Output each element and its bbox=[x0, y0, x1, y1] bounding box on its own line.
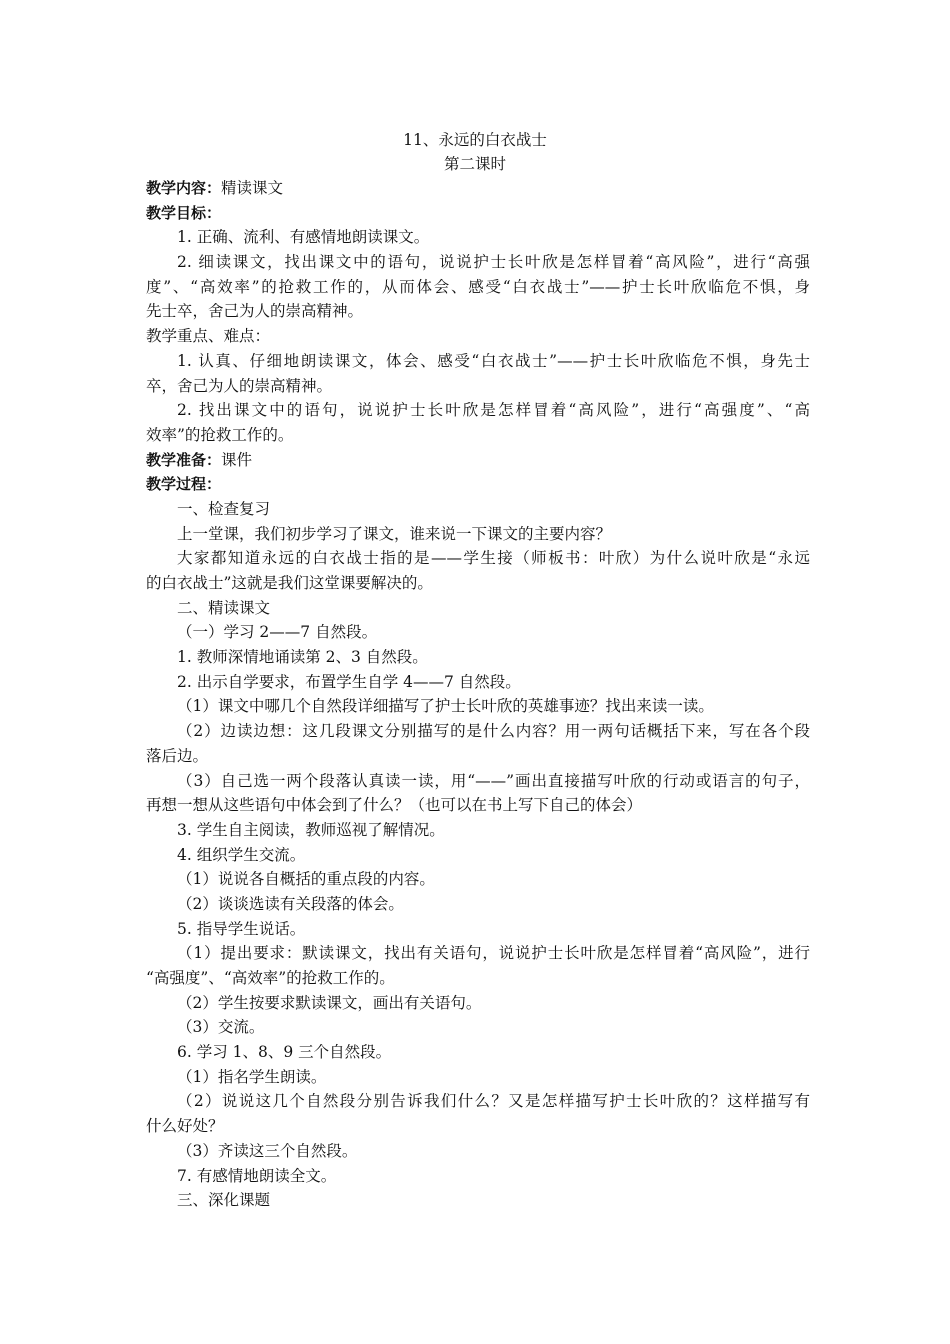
process-line: 7. 有感情地朗读全文。 bbox=[177, 1166, 337, 1185]
process-line: （1）指名学生朗读。 bbox=[177, 1067, 327, 1086]
process-line: （1）提出要求：默读课文，找出有关语句，说说护士长叶欣是怎样冒着“高风险”，进行 bbox=[177, 944, 810, 963]
lesson-subtitle: 第二课时 bbox=[443, 155, 506, 173]
process-line: （1）课文中哪几个自然段详细描写了护士长叶欣的英雄事迹？找出来读一读。 bbox=[177, 697, 714, 716]
prep-row bbox=[146, 448, 810, 473]
process-line: （2）谈谈选读有关段落的体会。 bbox=[177, 894, 404, 913]
document-title: 11、永远的白衣战士 bbox=[403, 131, 547, 149]
process-line: （3）齐读这三个自然段。 bbox=[177, 1141, 358, 1160]
process-line: （3）自己选一两个段落认真读一读，用“——”画出直接描写叶欣的行动或语言的句子， bbox=[177, 771, 810, 790]
content-label: 教学内容： bbox=[146, 179, 222, 197]
keypoint-1-line-2: 卒，舍己为人的崇高精神。 bbox=[146, 376, 333, 395]
process-line: （2）学生按要求默读课文，画出有关语句。 bbox=[177, 993, 482, 1012]
process-line: （1）说说各自概括的重点段的内容。 bbox=[177, 870, 435, 889]
goal-1: 1. 正确、流利、有感情地朗读课文。 bbox=[177, 228, 430, 247]
keypoint-2-line-1: 2. 找出课文中的语句，说说护士长叶欣是怎样冒着“高风险”，进行“高强度”、“高 bbox=[177, 401, 810, 420]
process-label: 教学过程： bbox=[146, 475, 222, 494]
process-line: 的白衣战士”这就是我们这堂课要解决的。 bbox=[146, 574, 433, 592]
process-line: 2. 出示自学要求，布置学生自学 4——7 自然段。 bbox=[177, 672, 521, 691]
goals-label: 教学目标： bbox=[146, 203, 222, 222]
keypoint-2-line-2: 效率”的抢救工作的。 bbox=[146, 425, 294, 444]
keypoints-label: 教学重点、难点： bbox=[146, 327, 271, 346]
process-line: “高强度”、“高效率”的抢救工作的。 bbox=[146, 969, 395, 987]
process-line: 6. 学习 1、8、9 三个自然段。 bbox=[177, 1043, 392, 1062]
content-row bbox=[146, 176, 810, 201]
process-line: 二、精读课文 bbox=[177, 598, 271, 617]
process-line: 三、深化课题 bbox=[177, 1191, 271, 1210]
process-line: 落后边。 bbox=[146, 746, 209, 765]
process-line: （一）学习 2——7 自然段。 bbox=[177, 623, 378, 642]
prep-label: 教学准备： bbox=[146, 450, 222, 469]
prep-value: 课件 bbox=[221, 450, 253, 469]
process-line: （2）边读边想：这几段课文分别描写的是什么内容？用一两句话概括下来，写在各个段 bbox=[177, 722, 810, 741]
process-line: 上一堂课，我们初步学习了课文，谁来说一下课文的主要内容？ bbox=[177, 524, 612, 543]
document-body bbox=[146, 176, 810, 1213]
goal-2-line-3: 先士卒，舍己为人的崇高精神。 bbox=[146, 302, 364, 321]
content-value: 精读课文 bbox=[221, 179, 284, 197]
goal-2-line-1: 2. 细读课文，找出课文中的语句，说说护士长叶欣是怎样冒着“高风险”，进行“高强 bbox=[177, 253, 810, 272]
process-line: （2）说说这几个自然段分别告诉我们什么？又是怎样描写护士长叶欣的？这样描写有 bbox=[177, 1092, 810, 1111]
process-line: 5. 指导学生说话。 bbox=[177, 919, 306, 938]
process-line: 大家都知道永远的白衣战士指的是——学生接（师板书：叶欣）为什么说叶欣是“永远 bbox=[177, 549, 810, 568]
process-line: 一、检查复习 bbox=[177, 499, 271, 518]
process-line: 什么好处？ bbox=[146, 1117, 224, 1136]
keypoint-1-line-1: 1. 认真、仔细地朗读课文，体会、感受“白衣战士”——护士长叶欣临危不惧，身先士 bbox=[177, 351, 810, 370]
goal-2-line-2: 度”、“高效率”的抢救工作的，从而体会、感受“白衣战士”——护士长叶欣临危不惧，身 bbox=[146, 277, 810, 296]
process-line: 再想一想从这些语句中体会到了什么？（也可以在书上写下自己的体会） bbox=[146, 796, 643, 815]
process-line: （3）交流。 bbox=[177, 1018, 265, 1037]
process-line: 4. 组织学生交流。 bbox=[177, 845, 306, 864]
process-line: 3. 学生自主阅读，教师巡视了解情况。 bbox=[177, 820, 445, 839]
process-line: 1. 教师深情地诵读第 2、3 自然段。 bbox=[177, 648, 428, 667]
